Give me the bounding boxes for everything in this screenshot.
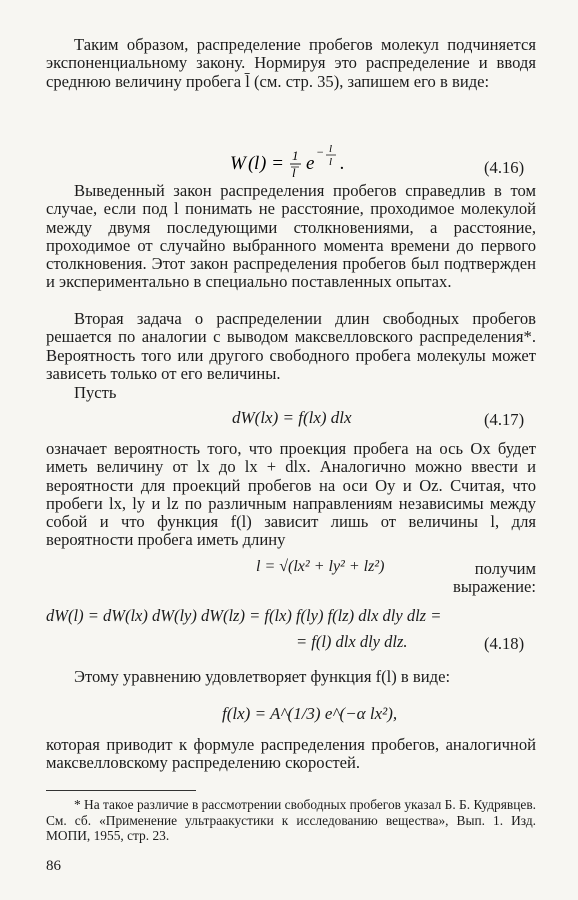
paragraph-3-text: Вторая задача о распределении длин свободных пробегов решается по аналогии с выводом максвелловского распределения*. Вероятность того или другого свободного пробега молекулы может зависеть только от его величины.: [46, 309, 536, 383]
paragraph-8: [46, 736, 536, 773]
inline-length-expression: l = √(lx² + ly² + lz²): [256, 558, 385, 575]
equation-4-17: dW(lx) = f(lx) dlx: [232, 408, 352, 427]
equation-4-18-line-2: = f(l) dlx dly dlz.: [296, 632, 408, 651]
equation-4-18-line-1: dW(l) = dW(lx) dW(ly) dW(lz) = f(lx) f(ly) f(lz) dlx dly dlz =: [46, 606, 442, 625]
paragraph-1: [46, 36, 536, 91]
footnote-separator: [46, 790, 196, 791]
footnote-text: * На такое различие в рассмотрении свободных пробегов указал Б. Б. Кудрявцев. См. сб. «Применение ультраакустики к исследованию вещества», Вып. 1. Изд. МОПИ, 1955, стр. 23.: [46, 797, 536, 843]
paragraph-6: [388, 560, 536, 597]
equation-4-16-number: (4.16): [484, 158, 525, 177]
svg-text:e: e: [306, 153, 315, 174]
svg-text:(: (: [248, 153, 255, 174]
svg-text:−: −: [316, 145, 325, 159]
paragraph-1-text: Таким образом, распределение пробегов молекул подчиняется экспоненциальному закону. Нормируя это распределение и вводя среднюю величину пробега l̄ (см. стр. 35), запишем его в виде:: [46, 35, 536, 91]
paragraph-6-text: получим выражение:: [453, 559, 536, 597]
svg-text:) =: ) =: [260, 153, 284, 174]
svg-text:l: l: [292, 165, 296, 180]
paragraph-8-text: которая приводит к формуле распределения пробегов, аналогичной максвелловскому распределению скоростей.: [46, 735, 536, 773]
paragraph-4-text: Пусть: [74, 383, 117, 402]
equation-4-18-number: (4.18): [484, 634, 525, 653]
svg-text:W: W: [230, 153, 246, 174]
paragraph-3: [46, 310, 536, 383]
equation-4-16-graphic: [230, 142, 360, 186]
paragraph-2: [46, 182, 536, 292]
paragraph-7: [46, 668, 536, 686]
svg-text:.: .: [340, 153, 345, 174]
svg-text:l: l: [329, 143, 333, 155]
paragraph-2-text: Выведенный закон распределения пробегов справедлив в том случае, если под l понимать не расстояние, проходимое молекулой между двумя последующими столкновениями, а расстояние, проходимое от случайно выбранного момента времени до первого столкновения. Этот закон распределения пробегов был подтвержден и экспериментально в специально поставленных опытах.: [46, 181, 536, 292]
equation-distribution-function: f(lx) = A^(1/3) e^(−α lx²),: [222, 704, 398, 723]
paragraph-7-text: Этому уравнению удовлетворяет функция f(l) в виде:: [74, 667, 451, 686]
svg-text:l: l: [254, 153, 260, 174]
equation-4-17-number: (4.17): [484, 410, 525, 429]
paragraph-5-text: означает вероятность того, что проекция пробега на ось Ox будет иметь величину от lx до lx + dlx. Аналогично можно ввести и вероятности для проекций пробегов на оси Oy и Oz. Считая, что пробеги lx, ly и lz по различным направлениям независимы между собой и что функция f(l) зависит лишь от величины l, для вероятности пробега иметь длину: [46, 439, 536, 550]
page-number: 86: [46, 858, 61, 874]
footnote: [46, 797, 536, 844]
svg-text:1: 1: [292, 148, 299, 163]
paragraph-5: [46, 440, 536, 550]
svg-text:l: l: [329, 156, 333, 168]
paragraph-4: [46, 384, 536, 402]
